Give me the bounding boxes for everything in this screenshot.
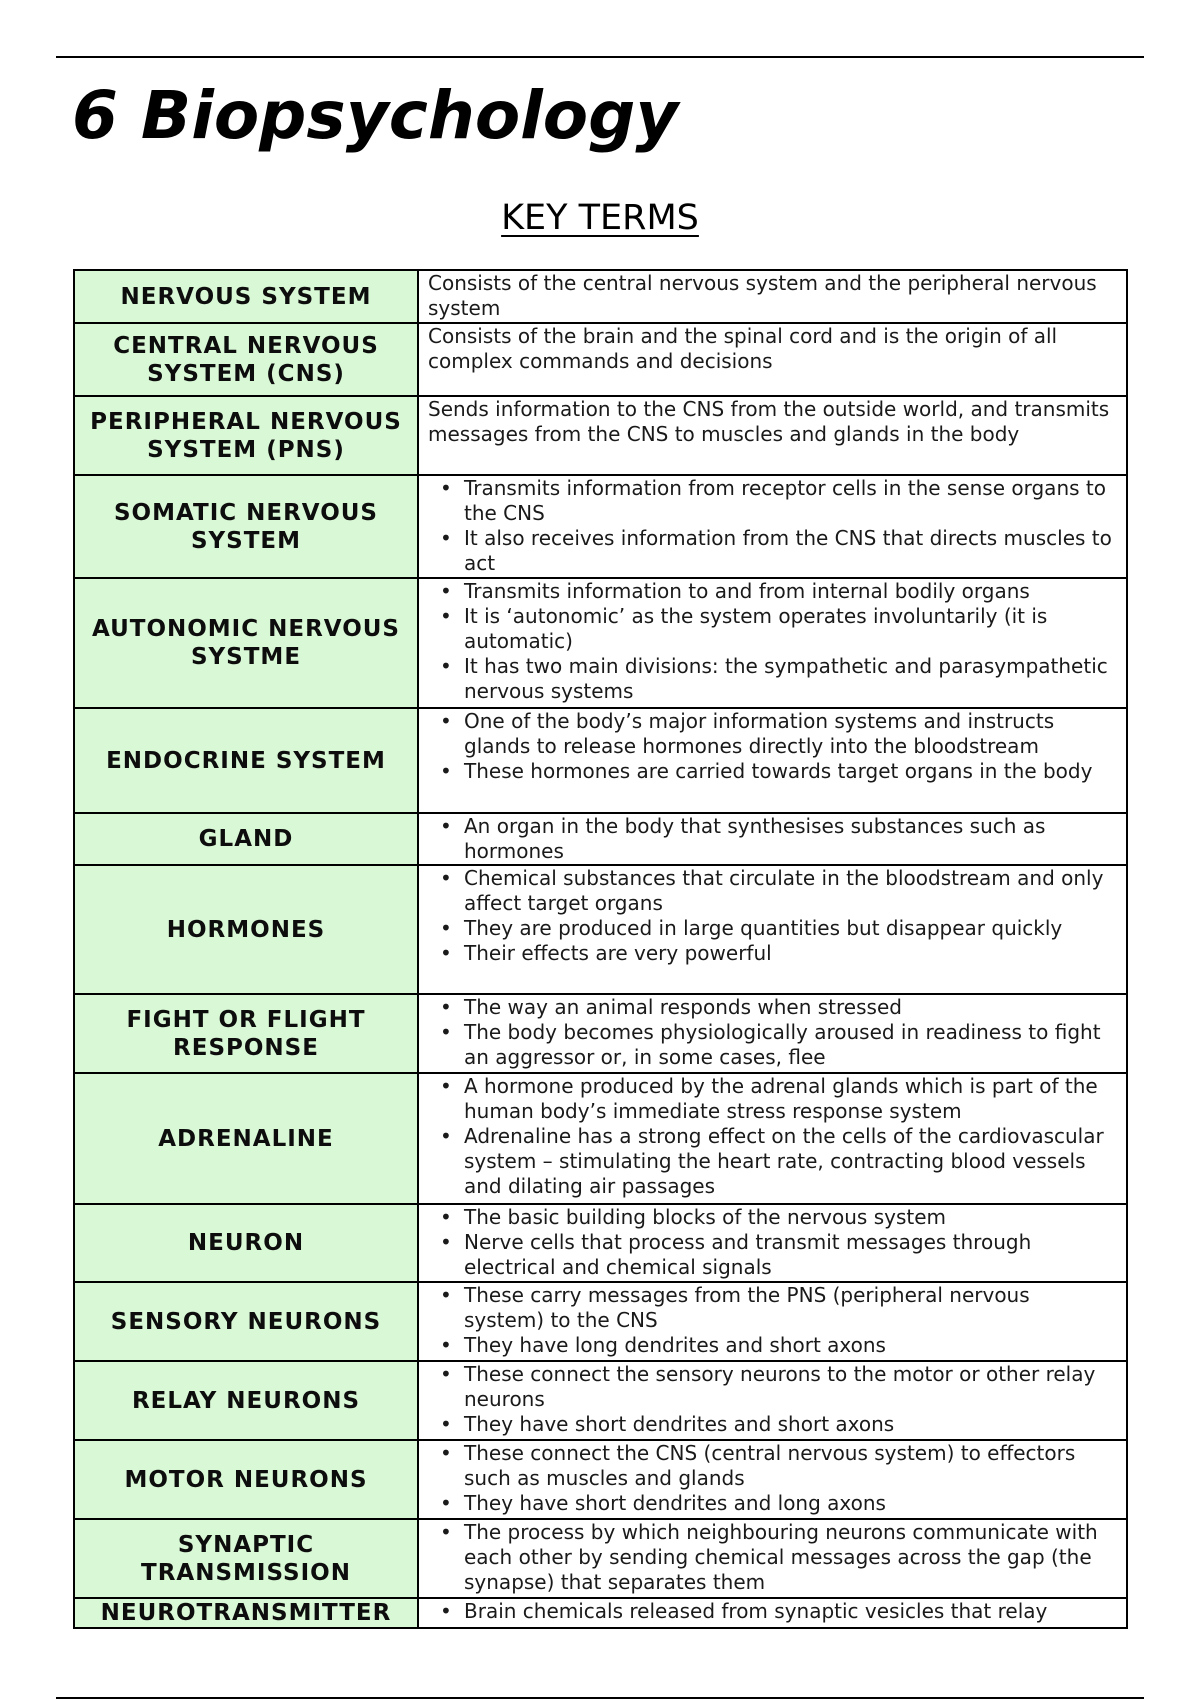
- list-item: • Their effects are very powerful: [464, 941, 1116, 966]
- list-item: • Chemical substances that circulate in the bloodstream and only affect target organs: [464, 866, 1116, 916]
- definition-cell: [418, 865, 1127, 994]
- list-item: • They have short dendrites and long axons: [464, 1491, 1116, 1516]
- term-cell: NERVOUS SYSTEM: [74, 270, 418, 323]
- list-item: • A hormone produced by the adrenal glands which is part of the human body’s immediate stress response system: [464, 1074, 1116, 1124]
- table-row: [74, 578, 1127, 708]
- definition-cell: [418, 1073, 1127, 1204]
- list-item: • Transmits information to and from internal bodily organs: [464, 579, 1116, 604]
- definition-list: [428, 814, 1116, 864]
- definition-cell: [418, 1598, 1127, 1628]
- definition-list: [428, 476, 1116, 576]
- table-row: [74, 1598, 1127, 1628]
- list-item: • These connect the sensory neurons to the motor or other relay neurons: [464, 1362, 1116, 1412]
- definition-list: [428, 866, 1116, 966]
- definition-cell: [418, 813, 1127, 865]
- list-item: • The body becomes physiologically aroused in readiness to fight an aggressor or, in some cases, flee: [464, 1020, 1116, 1070]
- bottom-rule: [56, 1697, 1144, 1699]
- table-row: [74, 1282, 1127, 1361]
- term-cell: GLAND: [74, 813, 418, 865]
- term-cell: SENSORY NEURONS: [74, 1282, 418, 1361]
- definition-list: [428, 709, 1116, 784]
- term-cell: CENTRAL NERVOUS SYSTEM (CNS): [74, 323, 418, 396]
- key-terms-table: [73, 269, 1128, 1629]
- term-cell: ENDOCRINE SYSTEM: [74, 708, 418, 813]
- definition-text: Sends information to the CNS from the outside world, and transmits messages from the CNS to muscles and glands in the body: [428, 397, 1110, 446]
- list-item: • An organ in the body that synthesises substances such as hormones: [464, 814, 1116, 864]
- definition-cell: [418, 1361, 1127, 1440]
- definition-list: [428, 1362, 1116, 1437]
- definition-cell: [418, 1282, 1127, 1361]
- list-item: • The way an animal responds when stressed: [464, 995, 1116, 1020]
- term-cell: ADRENALINE: [74, 1073, 418, 1204]
- definition-cell: [418, 475, 1127, 578]
- term-cell: PERIPHERAL NERVOUS SYSTEM (PNS): [74, 396, 418, 475]
- term-cell: AUTONOMIC NERVOUS SYSTME: [74, 578, 418, 708]
- table-row: [74, 1519, 1127, 1598]
- definition-cell: [418, 578, 1127, 708]
- definition-cell: [418, 270, 1127, 323]
- list-item: • They have long dendrites and short axons: [464, 1333, 1116, 1358]
- table-row: [74, 1073, 1127, 1204]
- list-item: • Brain chemicals released from synaptic vesicles that relay: [464, 1599, 1116, 1624]
- definition-list: [428, 1283, 1116, 1358]
- list-item: • These hormones are carried towards target organs in the body: [464, 759, 1116, 784]
- table-row: [74, 865, 1127, 994]
- table-row: [74, 475, 1127, 578]
- definition-cell: [418, 708, 1127, 813]
- term-cell: HORMONES: [74, 865, 418, 994]
- term-cell: RELAY NEURONS: [74, 1361, 418, 1440]
- table-row: [74, 270, 1127, 323]
- definition-list: [428, 579, 1116, 704]
- term-cell: SYNAPTIC TRANSMISSION: [74, 1519, 418, 1598]
- list-item: • They are produced in large quantities but disappear quickly: [464, 916, 1116, 941]
- definition-list: [428, 995, 1116, 1070]
- table-row: [74, 396, 1127, 475]
- definition-list: [428, 1599, 1116, 1624]
- table-row: [74, 1361, 1127, 1440]
- list-item: • They have short dendrites and short axons: [464, 1412, 1116, 1437]
- table-row: [74, 323, 1127, 396]
- list-item: • It has two main divisions: the sympathetic and parasympathetic nervous systems: [464, 654, 1116, 704]
- term-cell: NEURON: [74, 1204, 418, 1282]
- list-item: • The basic building blocks of the nervous system: [464, 1205, 1116, 1230]
- list-item: • Transmits information from receptor cells in the sense organs to the CNS: [464, 476, 1116, 526]
- definition-cell: [418, 1519, 1127, 1598]
- definition-list: [428, 1520, 1116, 1595]
- top-rule: [56, 56, 1144, 58]
- section-heading: KEY TERMS: [501, 198, 699, 238]
- definition-list: [428, 1074, 1116, 1199]
- list-item: • These connect the CNS (central nervous system) to effectors such as muscles and glands: [464, 1441, 1116, 1491]
- definition-list: [428, 1205, 1116, 1280]
- definition-cell: [418, 396, 1127, 475]
- page-title: 6 Biopsychology: [72, 77, 679, 154]
- term-cell: SOMATIC NERVOUS SYSTEM: [74, 475, 418, 578]
- list-item: • Adrenaline has a strong effect on the cells of the cardiovascular system – stimulating the heart rate, contracting blood vessels and dilating air passages: [464, 1124, 1116, 1199]
- list-item: • It also receives information from the CNS that directs muscles to act: [464, 526, 1116, 576]
- list-item: • These carry messages from the PNS (peripheral nervous system) to the CNS: [464, 1283, 1116, 1333]
- table-row: [74, 813, 1127, 865]
- definition-cell: [418, 994, 1127, 1073]
- term-cell: MOTOR NEURONS: [74, 1440, 418, 1519]
- list-item: • It is ‘autonomic’ as the system operates involuntarily (it is automatic): [464, 604, 1116, 654]
- definition-cell: [418, 1204, 1127, 1282]
- definition-text: Consists of the central nervous system and the peripheral nervous system: [428, 271, 1097, 320]
- table-row: [74, 1440, 1127, 1519]
- table-row: [74, 994, 1127, 1073]
- term-cell: FIGHT OR FLIGHT RESPONSE: [74, 994, 418, 1073]
- table-row: [74, 1204, 1127, 1282]
- definition-cell: [418, 1440, 1127, 1519]
- term-cell: NEUROTRANSMITTER: [74, 1598, 418, 1628]
- list-item: • Nerve cells that process and transmit messages through electrical and chemical signals: [464, 1230, 1116, 1280]
- definition-list: [428, 1441, 1116, 1516]
- list-item: • The process by which neighbouring neurons communicate with each other by sending chemical messages across the gap (the synapse) that separates them: [464, 1520, 1116, 1595]
- list-item: • One of the body’s major information systems and instructs glands to release hormones directly into the bloodstream: [464, 709, 1116, 759]
- table-row: [74, 708, 1127, 813]
- definition-cell: [418, 323, 1127, 396]
- definition-text: Consists of the brain and the spinal cord and is the origin of all complex commands and decisions: [428, 324, 1058, 373]
